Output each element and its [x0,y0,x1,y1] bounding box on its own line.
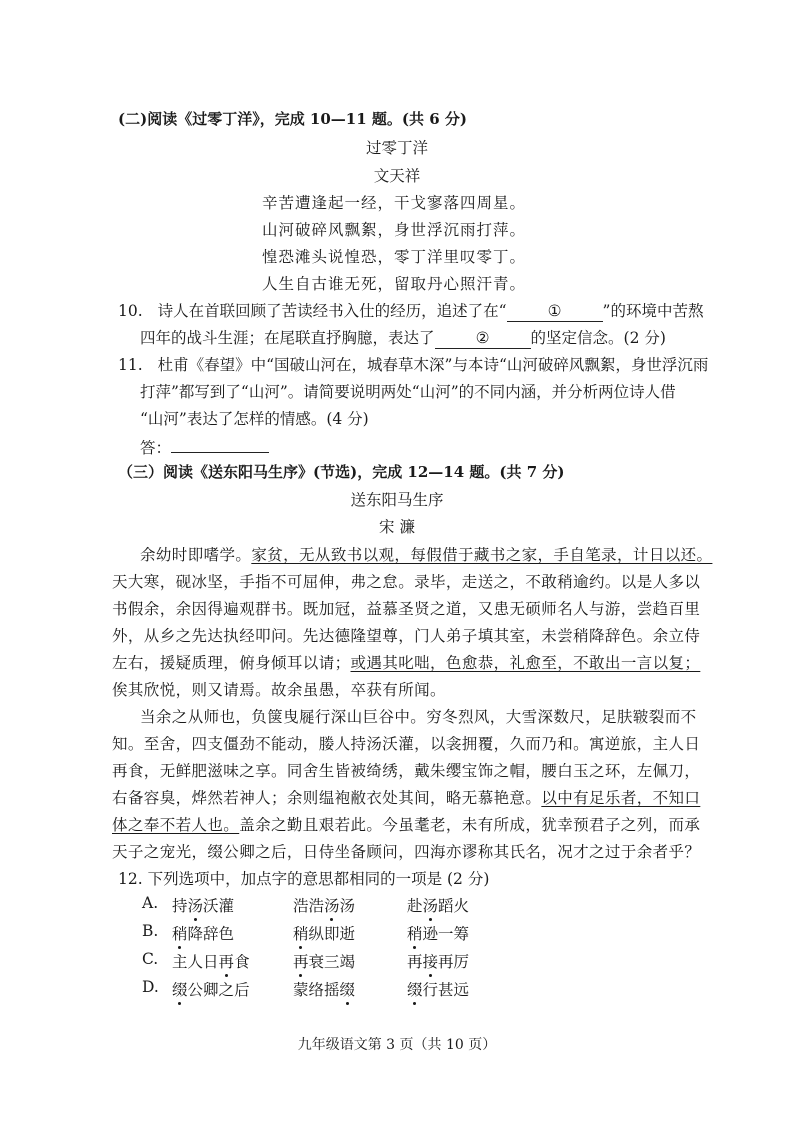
emphasis-dot-char: 稍 [407,922,423,944]
option-phrase: 赴汤蹈火 [407,894,469,916]
underlined-sentence: 体之奉不若人也。 [112,816,240,834]
prose-line: 外，从乡之先达执经叩问。先达德隆望尊，门人弟子填其室，未尝稍降辞色。余立侍 [112,627,701,645]
prose-text: 盖余之勤且艰若此。今虽耄老，未有所成，犹幸预君子之列，而承 [239,816,701,834]
option-phrase: 稍纵即逝 [293,922,355,944]
option-phrase: 缀行甚远 [407,978,469,1000]
question-text: ”的环境中苦熬 [602,302,704,320]
poem-line: 辛苦遭逢起一经，干戈寥落四周星。 [262,194,527,212]
emphasis-dot-char: 汤 [188,894,204,916]
answer-label: 答： [140,439,172,457]
prose-line: 书假余，余因得遍观群书。既加冠，益慕圣贤之道，又患无硕师名人与游，尝趋百里 [112,600,701,618]
answer-line [140,434,269,458]
answer-blank-2[interactable]: ② [435,329,531,349]
emphasis-dot-char: 稍 [293,922,309,944]
question-12: 12. 下列选项中，加点字的意思都相同的一项是 (2 分) [118,870,490,888]
option-phrase: 稍逊一筹 [407,922,469,944]
prose-line: 天子之宠光，缀公卿之后，日侍坐备顾问，四海亦谬称其氏名，况才之过于余者乎？ [112,843,701,861]
prose-line [112,813,700,835]
emphasis-dot-char: 汤 [324,894,340,916]
emphasis-dot-char: 汤 [423,894,439,916]
option-phrase: 蒙络摇缀 [293,978,355,1000]
question-10-cont [140,326,666,349]
prose-line: 当余之从师也，负箧曳屣行深山巨谷中。穷冬烈风，大雪深数尺，足肤皲裂而不 [140,708,697,726]
prose-line: 再食，无鲜肥滋味之享。同舍生皆被绮绣，戴朱缨宝饰之帽，腰白玉之环，左佩刀， [112,762,701,780]
prose-text: 余幼时即嗜学。 [140,546,252,564]
underlined-sentence: 或遇其叱咄，色愈恭，礼愈至，不敢出一言以复； [350,654,701,672]
emphasis-dot-char: 缀 [407,978,423,1000]
option-phrase: 缀公卿之后 [172,978,250,1000]
question-text: 打萍”都写到了“山河”。请简要说明两处“山河”的不同内涵，并分析两位诗人借 [140,383,676,401]
poem-title: 过零丁洋 [365,139,428,157]
question-number: 10. [118,302,143,320]
page-footer: 九年级语文第 3 页（共 10 页） [297,1037,497,1053]
question-text: 四年的战斗生涯；在尾联直抒胸臆，表达了 [140,329,435,347]
answer-blank-1[interactable]: ① [507,302,603,322]
prose-line: 天大寒，砚冰坚，手指不可屈伸，弗之怠。录毕，走送之，不敢稍逾约。以是人多以 [112,573,701,591]
emphasis-dot-char: 稍 [172,922,188,944]
emphasis-dot-char: 再 [293,950,309,972]
prose-text: 右备容臭，烨然若神人；余则缊袍敝衣处其间，略无慕艳意。 [112,789,542,807]
question-text: 杜甫《春望》中“国破山河在，城春草木深”与本诗“山河破碎风飘絮，身世浮沉雨 [157,356,709,374]
poem-line: 人生自古谁无死，留取丹心照汗青。 [262,275,527,293]
option-label[interactable]: C. [142,950,159,968]
prose-line: 俟其欣悦，则又请焉。故余虽愚，卒获有所闻。 [112,681,446,699]
prose-title: 送东阳马生序 [350,491,444,509]
question-11 [118,353,708,375]
prose-author: 宋 濂 [379,518,415,536]
question-text: “山河”表达了怎样的情感。(4 分) [140,410,369,428]
prose-line: 知。至舍，四支僵劲不能动，媵人持汤沃灌，以衾拥覆，久而乃和。寓逆旅，主人日 [112,735,701,753]
emphasis-dot-char: 缀 [172,978,188,1000]
question-10 [118,299,703,322]
question-number: 11. [118,356,143,374]
poem-line: 惶恐滩头说惶恐，零丁洋里叹零丁。 [262,248,527,266]
emphasis-dot-char: 再 [219,950,235,972]
option-phrase: 再衰三竭 [293,950,355,972]
emphasis-dot-char: 缀 [340,978,356,1000]
option-phrase: 再接再厉 [407,950,469,972]
prose-line [140,543,712,565]
poem-line: 山河破碎风飘絮，身世浮沉雨打萍。 [262,221,527,239]
prose-line [112,651,700,673]
prose-line [112,786,700,808]
option-phrase: 浩浩汤汤 [293,894,355,916]
prose-text: 左右，援疑质理，俯身倾耳以请； [112,654,351,672]
section3-header: （三）阅读《送东阳马生序》(节选)，完成 12—14 题。(共 7 分) [118,463,565,481]
question-text: 诗人在首联回顾了苦读经书入仕的经历，追述了在“ [157,302,507,320]
option-phrase: 主人日再食 [172,950,250,972]
underlined-sentence: 家贫，无从致书以观，每假借于藏书之家，手自笔录，计日以还。 [251,546,713,564]
option-phrase: 稍降辞色 [172,922,234,944]
option-phrase: 持汤沃灌 [172,894,234,916]
poem-author: 文天祥 [373,167,421,185]
underlined-sentence: 以中有足乐者，不知口 [541,789,701,807]
option-label[interactable]: B. [142,922,159,940]
option-label[interactable]: D. [142,978,159,996]
emphasis-dot-char: 接 [423,950,439,972]
option-label[interactable]: A. [142,894,159,912]
section2-header: (二)阅读《过零丁洋》，完成 10—11 题。(共 6 分) [118,110,467,128]
answer-blank[interactable] [171,434,269,453]
question-text: 的坚定信念。(2 分) [530,329,666,347]
